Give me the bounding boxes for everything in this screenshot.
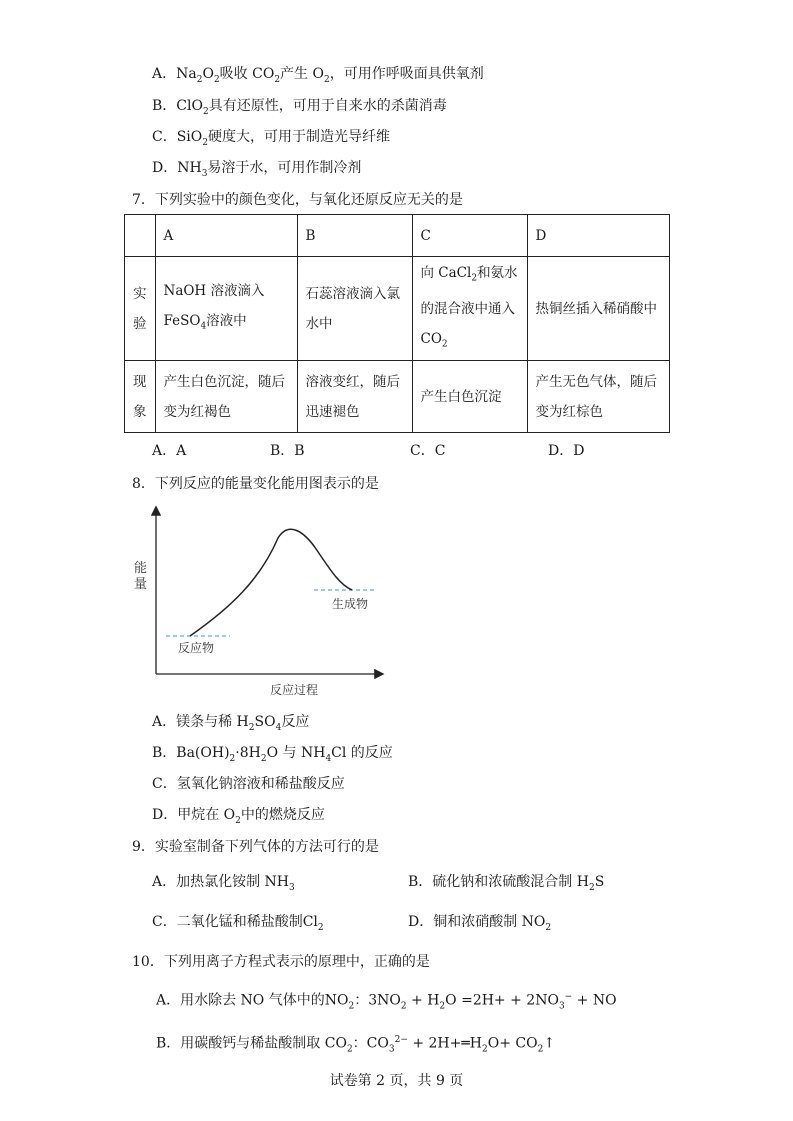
obs-b: 溶液变红，随后 迅速褪色 (297, 361, 412, 433)
q10-option-b: B．用碳酸钙与稀盐酸制取 $CO_2$：$CO_3^{2-}$ + $2H+═H_2O+$ $CO_2↑$ (156, 1035, 556, 1055)
row-head-experiment: 实 验 (125, 257, 156, 361)
q8-stem: 8．下列反应的能量变化能用图表示的是 (132, 476, 379, 492)
q6-option-a: A．$Na_2O_2$吸收 $CO_2$产生 $O_2$，可用作呼吸面具供氧剂 (152, 66, 484, 85)
y-axis-label-2: 量 (134, 577, 148, 592)
energy-curve (190, 529, 352, 636)
exp-a: NaOH 溶液滴入 FeSO$_4$溶液中 (155, 257, 297, 361)
q7-stem: 7．下列实验中的颜色变化，与氧化还原反应无关的是 (132, 192, 463, 208)
q8-option-a: A．镁条与稀 $H_2SO_4$反应 (152, 714, 310, 733)
obs-c: 产生白色沉淀 (412, 361, 527, 433)
q9-option-a: A．加热氯化铵制 $NH_3$ (152, 874, 295, 893)
q9-stem: 9．实验室制备下列气体的方法可行的是 (132, 839, 379, 855)
q7-table (124, 214, 670, 433)
exp-c: 向 CaCl$_2$和氨水 的混合液中通入 $CO_2$ (412, 257, 527, 361)
obs-a: 产生白色沉淀，随后 变为红褐色 (155, 361, 297, 433)
q6-option-c: C．SiO$_2$硬度大，可用于制造光导纤维 (152, 129, 390, 148)
q8-option-b: B．$Ba(OH)_2\cdot 8H_2O$ 与 $NH_4Cl$ 的反应 (152, 745, 393, 764)
q10-stem: 10．下列用离子方程式表示的原理中，正确的是 (132, 954, 430, 970)
header-c: C (412, 215, 527, 257)
q6-option-d: D．$NH_3$易溶于水，可用作制冷剂 (152, 160, 362, 179)
reactant-label: 反应物 (178, 641, 215, 655)
header-b: B (297, 215, 412, 257)
page-footer: 试卷第 2 页，共 9 页 (329, 1073, 464, 1089)
q7-option-b: B．B (270, 443, 305, 459)
table-corner-cell (125, 215, 156, 257)
q9-option-d: D．铜和浓硝酸制 $NO_2$ (408, 914, 552, 933)
q8-option-c: C．氢氧化钠溶液和稀盐酸反应 (152, 776, 345, 792)
header-d: D (527, 215, 669, 257)
exp-d: 热铜丝插入稀硝酸中 (527, 257, 669, 361)
header-a: A (155, 215, 297, 257)
q8-option-d: D．甲烷在 $O_2$中的燃烧反应 (152, 807, 325, 826)
x-axis-label: 反应过程 (270, 683, 319, 697)
q9-option-c: C．二氧化锰和稀盐酸制$Cl_2$ (152, 914, 324, 933)
q7-option-d: D．D (548, 443, 585, 459)
q10-option-a: A．用水除去 NO 气体中的$NO_2$：$3NO_2 + H_2O =2H+ + 2NO_3^-$ + NO (156, 992, 617, 1012)
exp-b: 石蕊溶液滴入氯 水中 (297, 257, 412, 361)
product-label: 生成物 (332, 597, 369, 611)
energy-diagram (130, 500, 400, 710)
q6-option-b: B．ClO$_2$具有还原性，可用于自来水的杀菌消毒 (152, 98, 447, 117)
y-axis-label-1: 能 (134, 561, 148, 576)
obs-d: 产生无色气体，随后 变为红棕色 (527, 361, 669, 433)
row-head-observation: 现 象 (125, 361, 156, 433)
q9-option-b: B．硫化钠和浓硫酸混合制 $H_2S$ (408, 874, 605, 893)
q7-option-a: A．A (152, 443, 187, 459)
q7-option-c: C．C (410, 443, 446, 459)
